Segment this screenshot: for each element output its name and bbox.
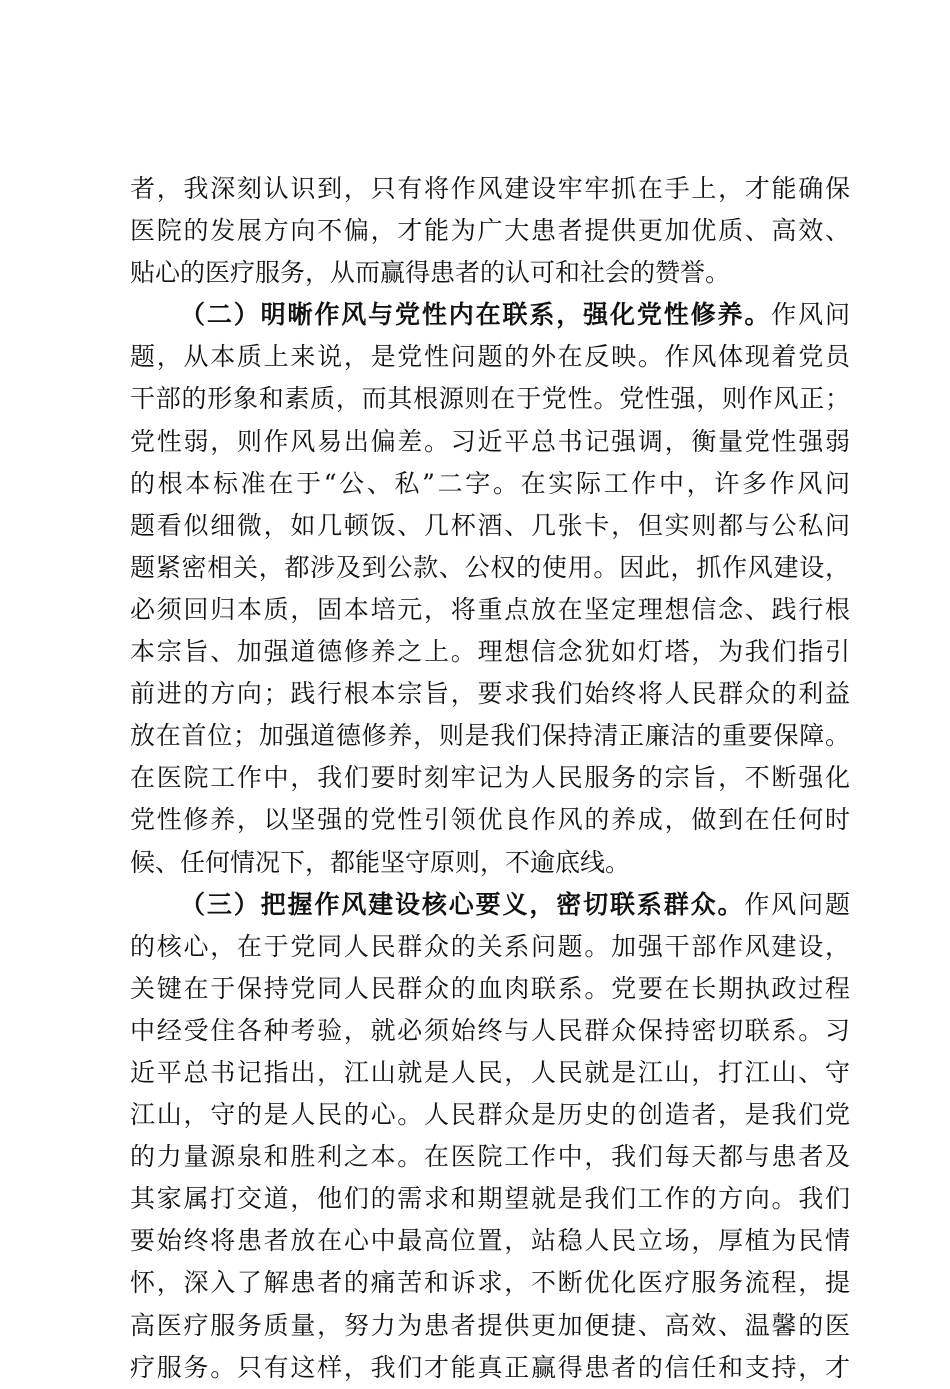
text-line: 医院的发展方向不偏，才能为广大患者提供更加优质、高效、 [130,216,850,246]
text-line: 题，从本质上来说，是党性问题的外在反映。作风体现着党员 [130,342,850,372]
text-line: 江山，守的是人民的心。人民群众是历史的创造者，是我们党 [130,1100,850,1130]
text-run: 作风问题 [744,889,850,919]
text-line: 要始终将患者放在心中最高位置，站稳人民立场，厚植为民情 [130,1226,850,1256]
text-line [130,884,850,926]
body-text [130,168,850,1389]
text-line: 党性修养，以坚强的党性引领优良作风的养成，做到在任何时 [130,805,850,835]
paragraph [130,168,850,294]
text-line: 中经受住各种考验，就必须始终与人民群众保持密切联系。习 [130,1015,850,1045]
paragraph [130,294,850,883]
text-line: 前进的方向；践行根本宗旨，要求我们始终将人民群众的利益 [130,679,850,709]
text-line: 本宗旨、加强道德修养之上。理想信念犹如灯塔，为我们指引 [130,637,850,667]
text-line [130,294,850,336]
text-line: 贴心的医疗服务，从而赢得患者的认可和社会的赞誉。 [130,258,731,288]
text-line: 党性弱，则作风易出偏差。习近平总书记强调，衡量党性强弱 [130,426,850,456]
text-line: 其家属打交道，他们的需求和期望就是我们工作的方向。我们 [130,1184,850,1214]
text-line: 题紧密相关，都涉及到公款、公权的使用。因此，抓作风建设， [130,552,850,582]
section-heading: （二）明晰作风与党性内在联系，强化党性修养。 [180,300,772,330]
text-line: 题看似细微，如几顿饭、几杯酒、几张卡，但实则都与公私问 [130,510,850,540]
text-line: 疗服务。只有这样，我们才能真正赢得患者的信任和支持，才 [130,1352,850,1382]
text-line: 放在首位；加强道德修养，则是我们保持清正廉洁的重要保障。 [130,721,850,751]
text-line: 的核心，在于党同人民群众的关系问题。加强干部作风建设， [130,931,850,961]
text-line: 高医疗服务质量，努力为患者提供更加便捷、高效、温馨的医 [130,1310,850,1340]
text-run: 作风问 [771,300,850,330]
paragraph [130,884,850,1389]
text-line: 关键在于保持党同人民群众的血肉联系。党要在长期执政过程 [130,973,850,1003]
section-heading: （三）把握作风建设核心要义，密切联系群众。 [180,889,745,919]
text-line: 必须回归本质，固本培元，将重点放在坚定理想信念、践行根 [130,594,850,624]
text-line: 怀，深入了解患者的痛苦和诉求，不断优化医疗服务流程，提 [130,1268,850,1298]
text-line: 者，我深刻认识到，只有将作风建设牢牢抓在手上，才能确保 [130,174,850,203]
text-line: 候、任何情况下，都能坚守原则，不逾底线。 [130,847,631,877]
text-line: 的力量源泉和胜利之本。在医院工作中，我们每天都与患者及 [130,1142,850,1172]
text-line: 的根本标准在于“公、私”二字。在实际工作中，许多作风问 [130,468,850,498]
text-line: 近平总书记指出，江山就是人民，人民就是江山，打江山、守 [130,1057,850,1087]
text-line: 干部的形象和素质，而其根源则在于党性。党性强，则作风正； [130,384,850,414]
text-line: 在医院工作中，我们要时刻牢记为人民服务的宗旨，不断强化 [130,763,850,793]
